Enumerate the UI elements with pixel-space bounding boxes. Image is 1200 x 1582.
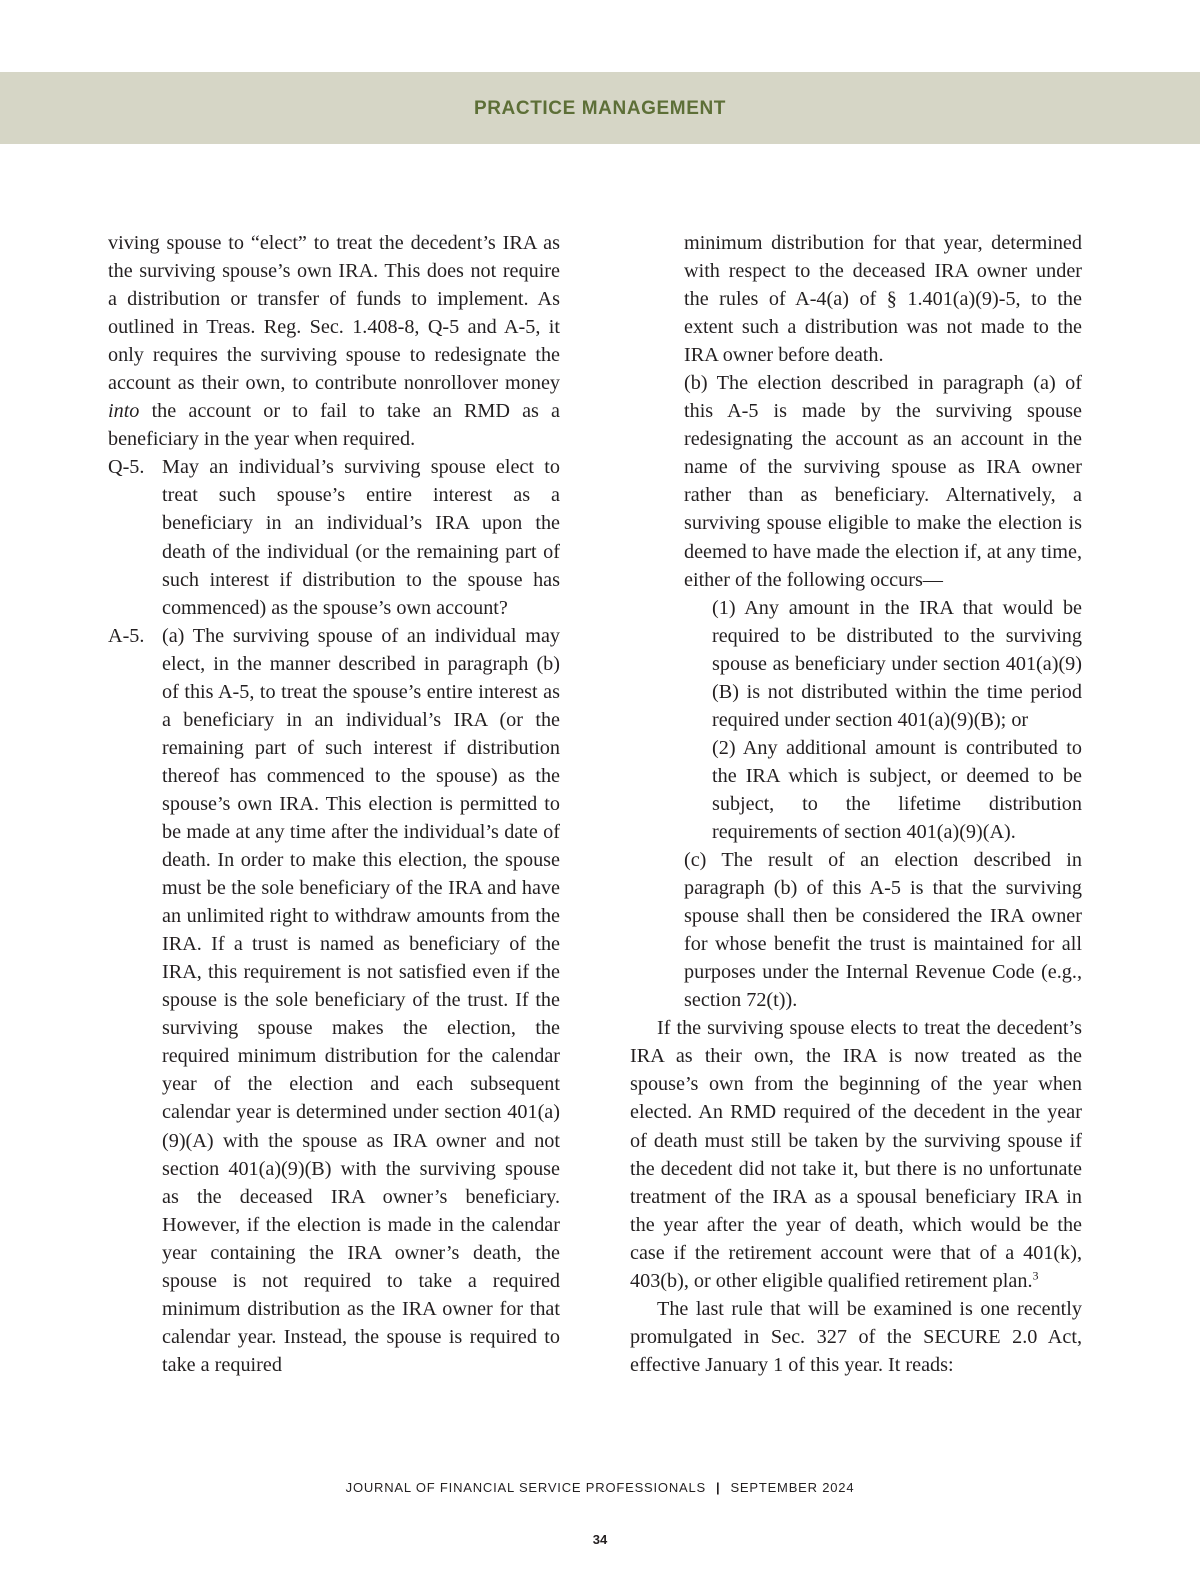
paragraph: If the surviving spouse elects to treat the decedent’s IRA as their own, the IRA is now treated as the spouse’s own from the beginning of the year when elected. An RMD required of the decedent in the year of death must still be taken by the surviving spouse if the decedent did not take it, but there is no unfortunate treatment of the IRA as a spousal beneficiary IRA in the year after the year of death, which would be the case if the retirement account were that of a 401(k), 403(b), or other eligible qualified retirement plan.$^3$ xyxy=(630,1017,1082,1292)
right-column xyxy=(630,229,1082,1379)
answer-text: (a) The surviving spouse of an individual may elect, in the manner described in paragraph (b) of this A-5, to treat the spouse’s entire interest as a beneficiary in an individual’s IRA (or the remaining part of such interest if distribution thereof has commenced to the spouse) as the spouse’s own IRA. This election is permitted to be made at any time after the individual’s date of death. In order to make this election, the spouse must be the sole beneficiary of the IRA and have an unlimited right to withdraw amounts from the IRA. If a trust is named as beneficiary of the IRA, this requirement is not satisfied even if the spouse is the sole beneficiary of the trust. If the surviving spouse makes the election, the required minimum distribution for the calendar year of the election and each subsequent calendar year is determined under section 401(a)(9)(A) with the spouse as IRA owner and not section 401(a)(9)(B) with the surviving spouse as the deceased IRA owner’s beneficiary. However, if the election is made in the calendar year containing the IRA owner’s death, the spouse is not required to take a required minimum distribution as the IRA owner for that calendar year. Instead, the spouse is required to take a required xyxy=(162,624,560,1376)
paragraph: viving spouse to “elect” to treat the decedent’s IRA as the surviving spouse’s own IRA. This does not require a distribution or transfer of funds to implement. As outlined in Treas. Reg. Sec. 1.408-8, Q-5 and A-5, it only requires the surviving spouse to redesignate the account as their own, to contribute nonrollover money into the account or to fail to take an RMD as a beneficiary in the year when required. xyxy=(108,232,560,451)
footnote-marker: 3 xyxy=(1032,1268,1039,1282)
answer-label: A-5. xyxy=(108,624,145,647)
answer-continuation: minimum distribution for that year, determined with respect to the deceased IRA owner under the rules of A-4(a) of § 1.401(a)(9)-5, to the extent such a distribution was not made to the IRA owner before death. xyxy=(684,232,1082,367)
left-column xyxy=(108,229,560,1379)
answer-block xyxy=(108,622,560,1379)
question-block xyxy=(108,453,560,621)
list-item: (1) Any amount in the IRA that would be required to be distributed to the surviving spouse as beneficiary under section 401(a)(9)(B) is not distributed within the time period required under section 401(a)(9)(B); or xyxy=(712,596,1082,731)
footer-separator: | xyxy=(716,1480,721,1495)
answer-paragraph-c: (c) The result of an election described in paragraph (b) of this A-5 is that the surviving spouse shall then be considered the IRA owner for whose benefit the trust is maintained for all purposes under the Internal Revenue Code (e.g., section 72(t)). xyxy=(684,849,1082,1012)
journal-name: JOURNAL OF FINANCIAL SERVICE PROFESSIONALS xyxy=(345,1480,706,1495)
page-number: 34 xyxy=(592,1532,608,1547)
question-label: Q-5. xyxy=(108,456,145,479)
list-item: (2) Any additional amount is contributed to the IRA which is subject, or deemed to be subject, to the lifetime distribution requirements of section 401(a)(9)(A). xyxy=(712,736,1082,843)
footer-journal xyxy=(0,1480,1200,1495)
paragraph: The last rule that will be examined is one recently promulgated in Sec. 327 of the SECURE 2.0 Act, effective January 1 of this year. It reads: xyxy=(630,1297,1082,1376)
answer-paragraph-b: (b) The election described in paragraph (a) of this A-5 is made by the surviving spouse redesignating the account as an account in the name of the surviving spouse as IRA owner rather than as beneficiary. Alternatively, a surviving spouse eligible to make the election is deemed to have made the election if, at any time, either of the following occurs— xyxy=(684,372,1082,591)
section-title: PRACTICE MANAGEMENT xyxy=(473,98,727,119)
question-text: May an individual’s surviving spouse elect to treat such spouse’s entire interest as a beneficiary in an individual’s IRA upon the death of the individual (or the remaining part of such interest if distribution to the spouse has commenced) as the spouse’s own account? xyxy=(162,456,560,619)
italic-emphasis: into xyxy=(108,400,140,423)
issue-date: SEPTEMBER 2024 xyxy=(730,1480,855,1495)
